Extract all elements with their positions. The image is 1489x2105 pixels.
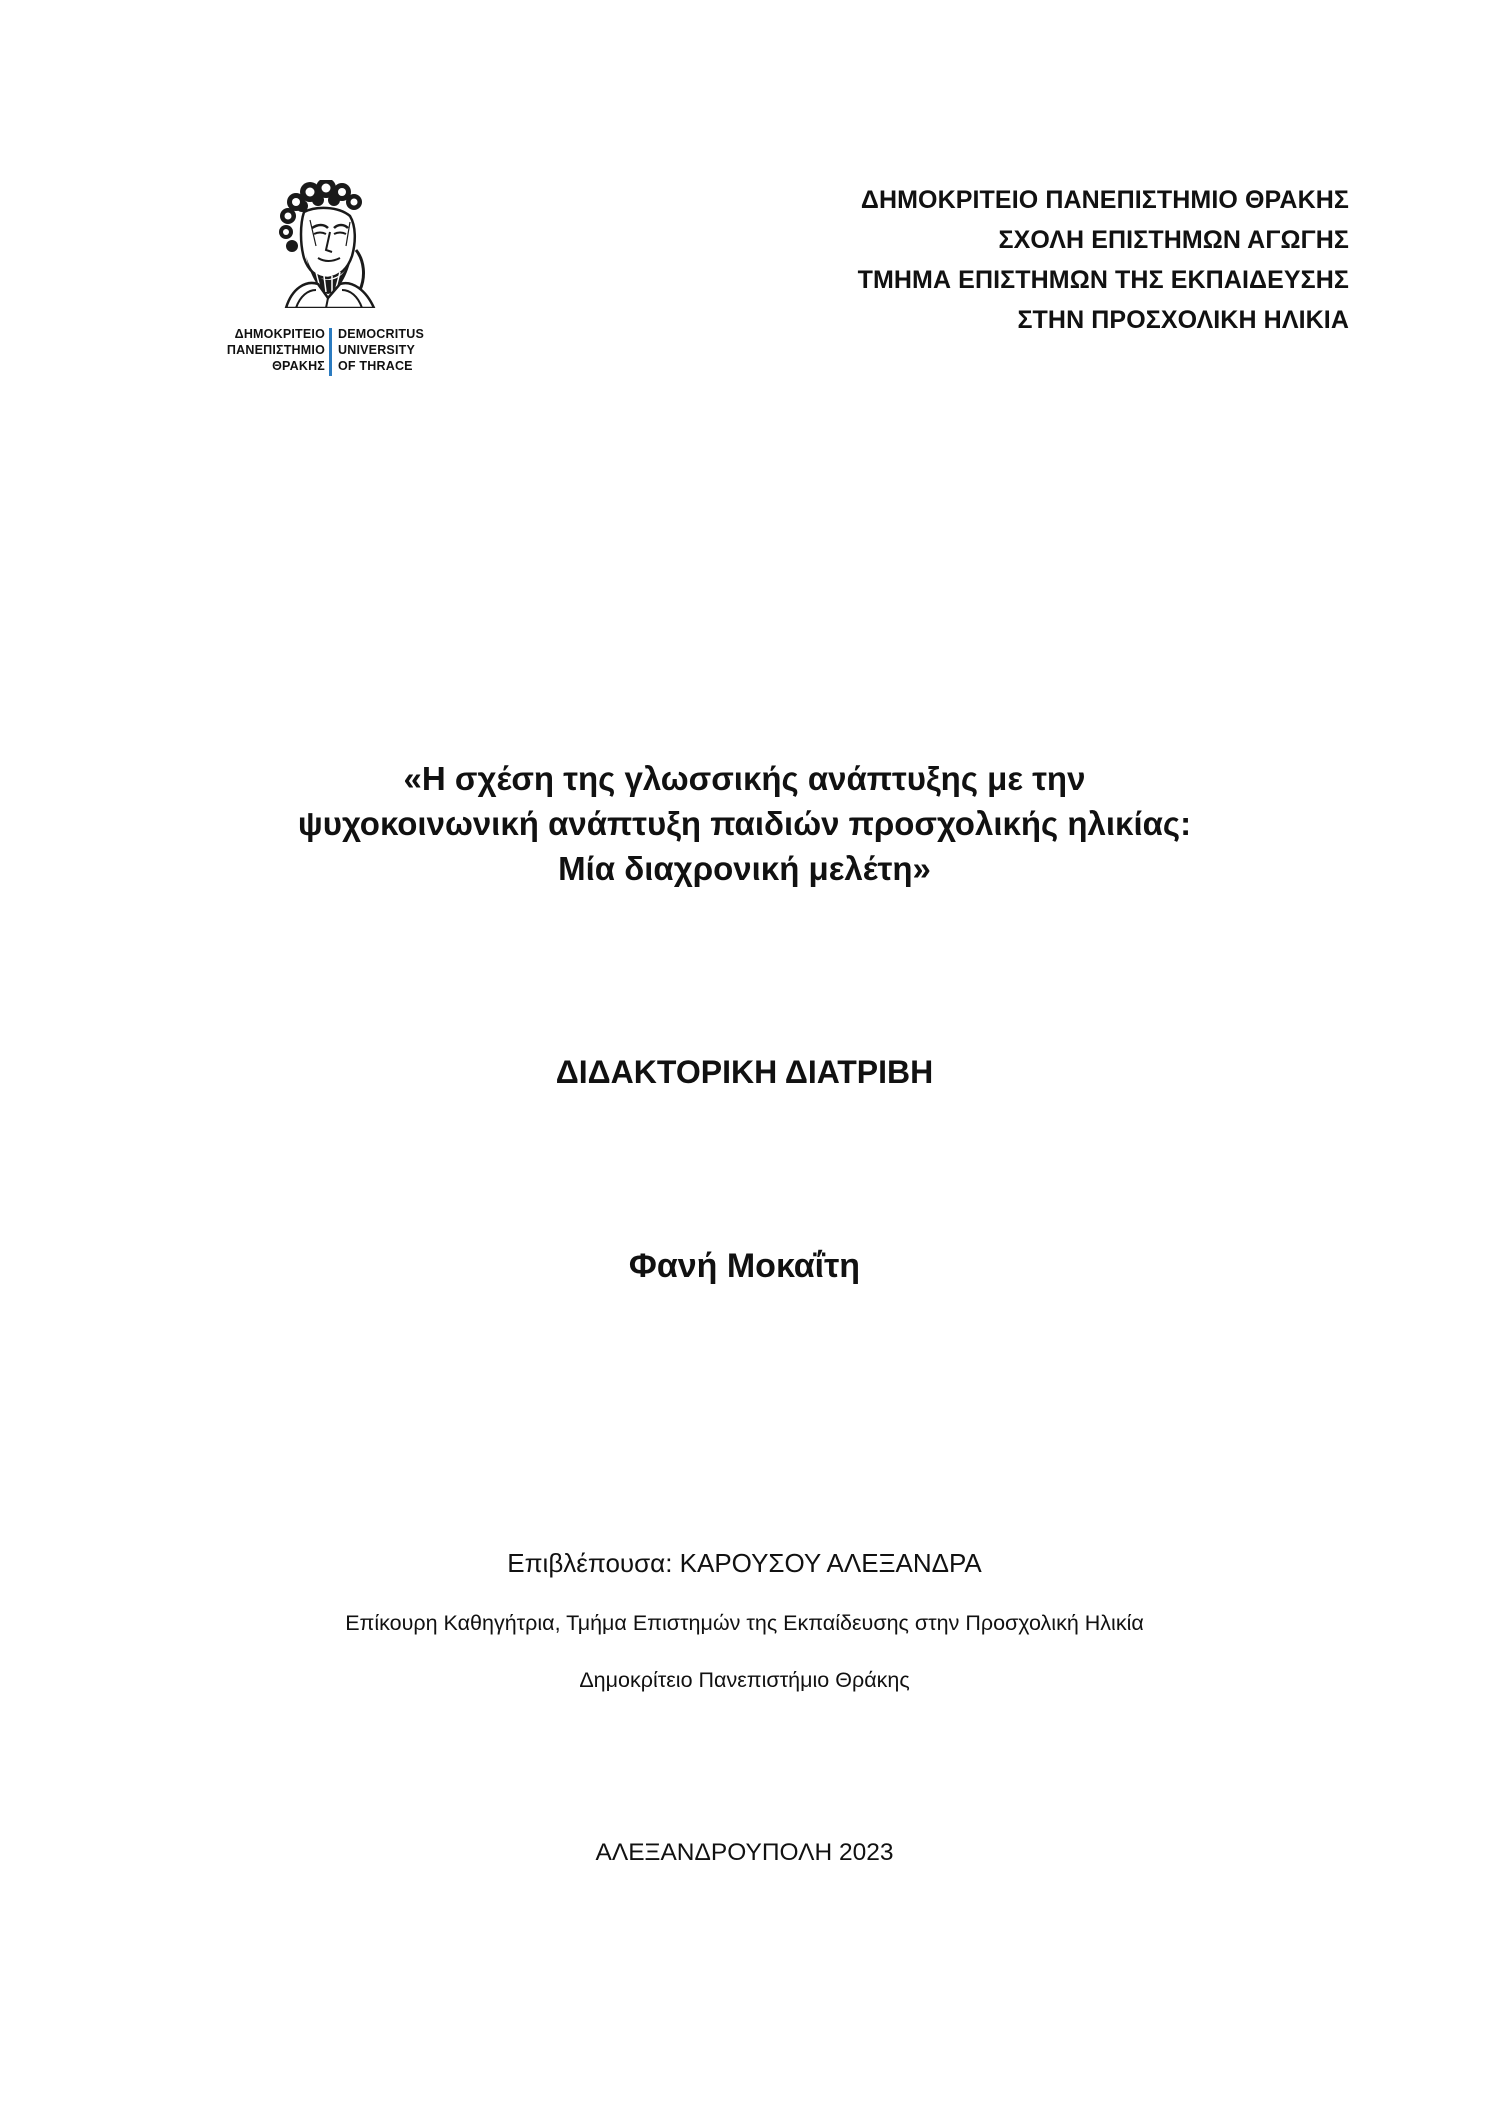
logo-divider bbox=[329, 328, 332, 376]
logo-name-greek bbox=[227, 326, 325, 374]
democritus-portrait-icon bbox=[266, 180, 386, 308]
logo-wordmark bbox=[214, 326, 444, 378]
title-line: «Η σχέση της γλωσσικής ανάπτυξης με την bbox=[403, 760, 1086, 797]
university-logo bbox=[214, 180, 444, 380]
school-name: ΣΧΟΛΗ ΕΠΙΣΤΗΜΩΝ ΑΓΩΓΗΣ bbox=[998, 226, 1349, 254]
institution-header bbox=[858, 180, 1349, 340]
title-line: ψυχοκοινωνική ανάπτυξη παιδιών προσχολικής ηλικίας: bbox=[297, 805, 1192, 842]
supervisor-line: Επιβλέπουσα: ΚΑΡΟΥΣΟΥ ΑΛΕΞΑΝΔΡΑ bbox=[507, 1548, 982, 1578]
author-name: Φανή Μοκαΐτη bbox=[628, 1247, 861, 1285]
logo-gr-line: ΠΑΝΕΠΙΣΤΗΜΙΟ bbox=[226, 343, 325, 357]
thesis-title bbox=[0, 756, 1489, 891]
logo-en-line: UNIVERSITY bbox=[338, 343, 416, 357]
title-line: Μία διαχρονική μελέτη» bbox=[558, 850, 931, 887]
place-and-year: ΑΛΕΞΑΝΔΡΟΥΠΟΛΗ 2023 bbox=[595, 1839, 894, 1866]
supervisor-university: Δημοκρίτειο Πανεπιστήμιο Θράκης bbox=[579, 1668, 910, 1692]
department-name-line2: ΣΤΗΝ ΠΡΟΣΧΟΛΙΚΗ ΗΛΙΚΙΑ bbox=[1017, 306, 1349, 334]
logo-en-line: OF THRACE bbox=[338, 359, 413, 373]
department-name-line1: ΤΜΗΜΑ ΕΠΙΣΤΗΜΩΝ ΤΗΣ ΕΚΠΑΙΔΕΥΣΗΣ bbox=[857, 266, 1349, 294]
logo-gr-line: ΘΡΑΚΗΣ bbox=[272, 359, 325, 373]
logo-en-line: DEMOCRITUS bbox=[338, 327, 425, 341]
supervisor-position: Επίκουρη Καθηγήτρια, Τμήμα Επιστημών της Εκπαίδευσης στην Προσχολική Ηλικία bbox=[345, 1611, 1144, 1635]
logo-name-english bbox=[338, 326, 424, 374]
university-name: ΔΗΜΟΚΡΙΤΕΙΟ ΠΑΝΕΠΙΣΤΗΜΙΟ ΘΡΑΚΗΣ bbox=[860, 186, 1349, 214]
document-type: ΔΙΔΑΚΤΟΡΙΚΗ ΔΙΑΤΡΙΒΗ bbox=[555, 1054, 934, 1090]
logo-gr-line: ΔΗΜΟΚΡΙΤΕΙΟ bbox=[234, 327, 325, 341]
